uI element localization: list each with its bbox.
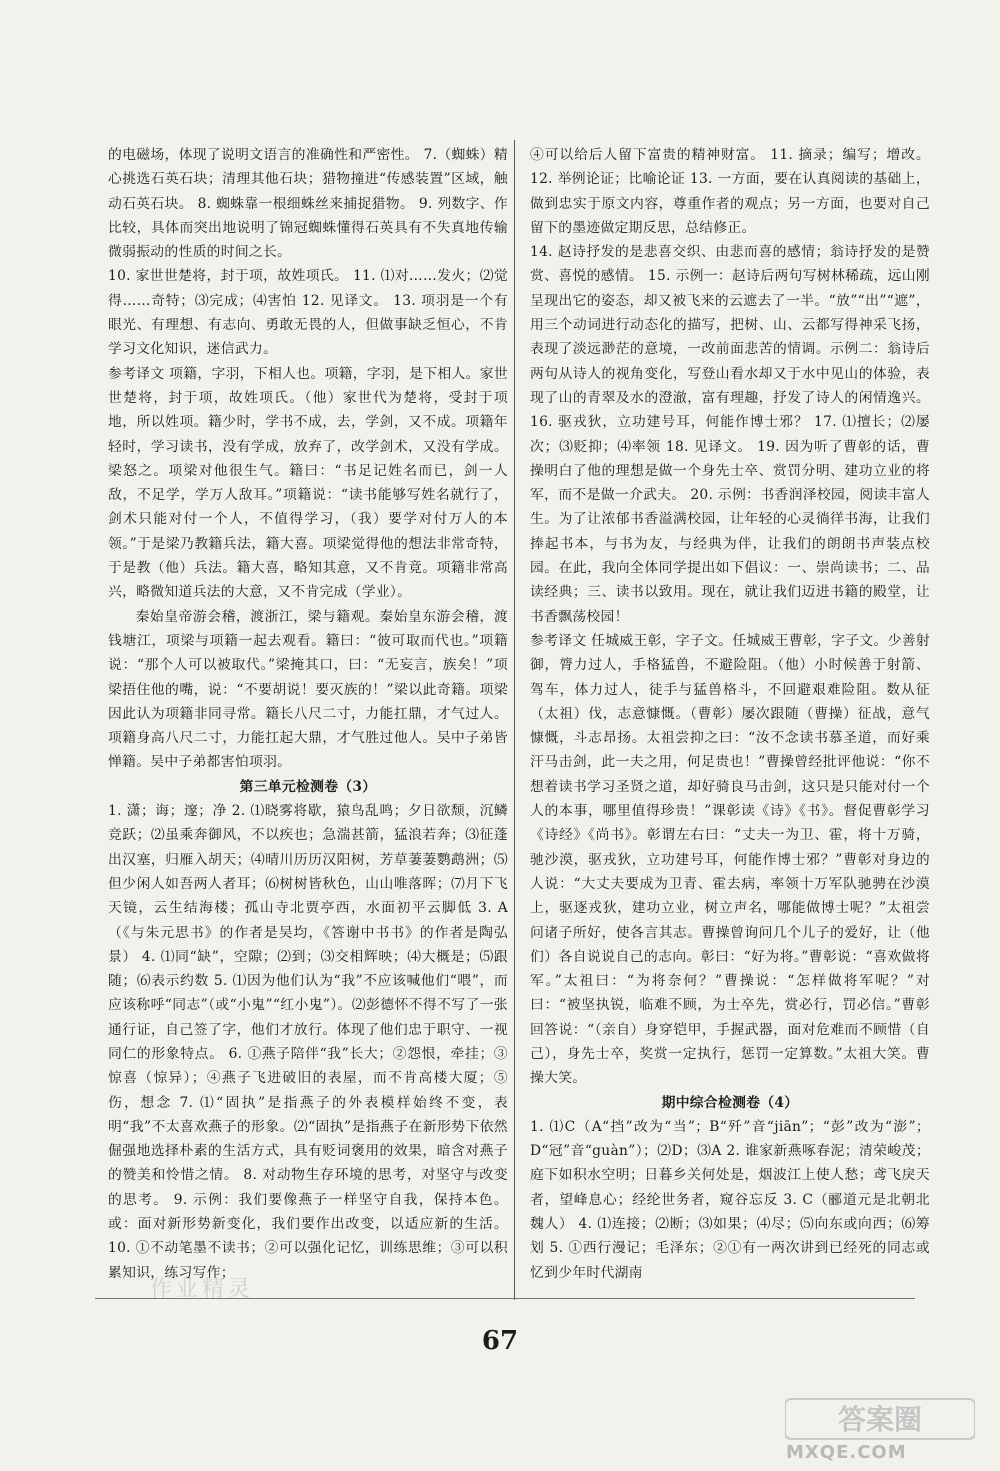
answer-paragraph: 的电磁场，体现了说明文语言的准确性和严密性。 7.（蜘蛛）精心挑选石英石块；清理其他石块；猎物撞进“传感装置”区域，触动石英石块。 8. 蜘蛛靠一根细蛛丝来捕捉猎物。 9. 列数字、作比较，具体而突出地说明了锦冠蜘蛛懂得石英具有不失真地传输微弱振动的性质的时间之长。: [108, 147, 508, 261]
site-url: MXQE.COM: [786, 1442, 907, 1463]
unit-heading: 第三单元检测卷（3）: [239, 778, 377, 795]
answer-paragraph: 14. 赵诗抒发的是悲喜交织、由悲而喜的感情；翁诗抒发的是赞赏、喜悦的感情。 15. 示例一：赵诗后两句写树林稀疏，远山刚呈现出它的姿态，却又被飞来的云遮去了一半。“放”“出”“遮”，用三个动词进行动态化的描写，把树、山、云都写得神采飞扬，表现了淡远渺茫的意境，一改前面悲苦的情调。示例二：翁诗后两句从诗人的视角变化，写登山看水却又于水中见山的体验，表现了山的青翠及水的澄澈，富有理趣，抒发了诗人的闲情逸兴。 16. 驱戎狄，立功建号耳，何能作博士邪？ 17. ⑴擅长；⑵屡次；⑶贬抑；⑷率领 18. 见译文。 19. 因为听了曹彰的话，曹操明白了他的理想是做一个身先士卒、赏罚分明、建功立业的将军，而不是做一介武夫。 20. 示例：书香润泽校园，阅读丰富人生。为了让浓郁书香溢满校园，让年轻的心灵徜徉书海，让我们捧起书本，与书为友，与经典为伴，让我们的朗朗书声装点校园。在此，我向全体同学提出如下倡议：一、崇尚读书；二、品读经典；三、读书以致用。现在，就让我们迈进书籍的殿堂，让书香飘荡校园！: [530, 244, 930, 625]
answer-paragraph: 10. 家世世楚将，封于项，故姓项氏。 11. ⑴对……发火；⑵觉得……奇特；⑶完成；⑷害怕 12. 见译文。 13. 项羽是一个有眼光、有理想、有志向、勇敢无畏的人，但做事缺乏恒心，不肯学习文化知识，迷信武力。: [108, 268, 508, 358]
translation-paragraph: 参考译文 任城威王彰，字子文。任城威王曹彰，字子文。少善射御，膂力过人，手格猛兽，不避险阻。（他）小时候善于射箭、驾车，体力过人，徒手与猛兽格斗，不回避艰难险阻。数从征（太祖）伐，志意慷慨。（曹彰）屡次跟随（曹操）征战，意气慷慨，斗志昂扬。太祖尝抑之曰：“汝不念读书慕圣道，而好乘汗马击剑，此一夫之用，何足贵也！”曹操曾经批评他说：“你不想着读书学习圣贤之道，却好骑良马击剑，这只是只能对付一个人的本事，哪里值得珍贵！”课彰读《诗》《书》。督促曹彰学习《诗经》《尚书》。彰谓左右曰：“丈夫一为卫、霍，将十万骑，驰沙漠，驱戎狄，立功建号耳，何能作博士邪？”曹彰对身边的人说：“大丈夫要成为卫青、霍去病，率领十万军队驰骋在沙漠上，驱逐戎狄，建功立业，树立声名，哪能做博士呢？”太祖尝问诸子所好，使各言其志。曹操曾询问几个儿子的爱好，让（他们）各自说说自己的志向。彰曰：“好为将。”曹彰说：“喜欢做将军。”太祖曰：“为将奈何？”曹操说：“怎样做将军呢？”对曰：“被坚执锐，临难不顾，为士卒先，赏必行，罚必信。”曹彰回答说：“（亲自）身穿铠甲，手握武器，面对危难而不顾惜（自己），身先士卒，奖赏一定执行，惩罚一定算数。”太祖大笑。曹操大笑。: [530, 632, 930, 1087]
answer-paragraph: 1. 潇；诲；邃；净 2. ⑴晓雾将歇，猿鸟乱鸣；夕日欲颓，沉鳞竞跃；⑵虽乘奔御风，不以疾也；急湍甚箭，猛浪若奔；⑶征蓬出汉塞，归雁入胡天；⑷晴川历历汉阳树，芳草萋萋鹦鹉洲；⑸但少闲人如吾两人者耳；⑹树树皆秋色，山山唯落晖；⑺月下飞天镜，云生结海楼；孤山寺北贾亭西，水面初平云脚低 3. A（《与朱元思书》的作者是吴均，《答谢中书书》的作者是陶弘景） 4. ⑴同“缺”，空隙；⑵到；⑶交相辉映；⑷大概是；⑸跟随；⑹表示约数 5. ⑴因为他们认为“我”不应该喊他们“喂”，而应该称呼“同志”（或“小鬼”“红小鬼”）。⑵彭德怀不得不写了一张通行证，自己签了字，他们才放行。体现了他们忠于职守、一视同仁的形象特点。 6. ①燕子陪伴“我”长大；②怨恨，牵挂；③惊喜（惊异）；④燕子飞进破旧的表屋，而不肯高楼大厦；⑤伤，想念 7. ⑴“固执”是指燕子的外表模样始终不变，表明“我”不太喜欢燕子的形象。⑵“固执”是指燕子在新形势下依然倔强地选择朴素的生活方式，具有贬词褒用的效果，暗含对燕子的赞美和怜惜之情。 8. 对动物生存环境的思考，对坚守与改变的思考。 9. 示例：我们要像燕子一样坚守自我，保持本色。或：面对新形势新变化，我们要作出改变，以适应新的生活。 10. ①不动笔墨不读书；②可以强化记忆，训练思维；③可以积累知识，练习写作；: [108, 803, 508, 1281]
left-column: [108, 143, 508, 1285]
logo-text: 答案圈: [837, 1403, 923, 1436]
midterm-heading: 期中综合检测卷（4）: [661, 1094, 799, 1111]
right-column: [530, 143, 930, 1285]
answer-paragraph: 1. ⑴C（A“挡”改为“当”；B“歼”音“jiān”；“彭”改为“澎”；D“冠”音“guàn”）；⑵D；⑶A 2. 谁家新燕啄春泥；清荣峻茂；庭下如积水空明；日暮乡关何处是，烟波江上使人愁；鸢飞戾天者，望峰息心；经纶世务者，窥谷忘反 3. C（郦道元是北朝北魏人） 4. ⑴连接；⑵断；⑶如果；⑷尽；⑸向东或向西；⑹筹划 5. ①西行漫记；毛泽东；②①有一两次讲到已经死的同志或忆到少年时代湖南: [530, 1118, 930, 1281]
page-number: 67: [481, 1326, 519, 1356]
answer-paragraph: ④可以给后人留下富贵的精神财富。 11. 摘录；编写；增改。 12. 举例论证；比喻论证 13. 一方面，要在认真阅读的基础上，做到忠实于原文内容，尊重作者的观点；另一方面，也要对自己留下的墨迹做定期反思，总结修正。: [530, 147, 930, 236]
translation-paragraph: 秦始皇帝游会稽，渡浙江，梁与籍观。秦始皇东游会稽，渡钱塘江，项梁与项籍一起去观看。籍曰：“彼可取而代也。”项籍说：“那个人可以被取代。”梁掩其口，曰：“无妄言，族矣！”项梁捂住他的嘴，说：“不要胡说！要灭族的！”梁以此奇籍。项梁因此认为项籍非同寻常。籍长八尺二寸，力能扛鼎，才气过人。项籍身高八尺二寸，力能扛起大鼎，才气胜过他人。吴中子弟皆惮籍。吴中子弟都害怕项羽。: [108, 608, 508, 771]
watermark-text: 作业精灵: [150, 1277, 255, 1302]
translation-paragraph: 参考译文 项籍，字羽，下相人也。项籍，字羽，是下相人。家世世楚将，封于项，故姓项氏。（他）家世代为楚将，受封于项地，所以姓项。籍少时，学书不成，去，学剑，又不成。项籍年轻时，学习读书，没有学成，放弃了，改学剑术，又没有学成。梁怒之。项梁对他很生气。籍曰：“书足记姓名而已，剑一人敌，不足学，学万人敌耳。”项籍说：“读书能够写姓名就行了，剑术只能对付一个人，不值得学习，（我）要学对付万人的本领。”于是梁乃教籍兵法，籍大喜。项梁觉得他的想法非常奇特，于是教（他）兵法。籍大喜，略知其意，又不肯竟。项籍非常高兴，略微知道兵法的大意，又不肯完成（学业）。: [108, 365, 508, 601]
column-divider: [514, 140, 515, 1300]
